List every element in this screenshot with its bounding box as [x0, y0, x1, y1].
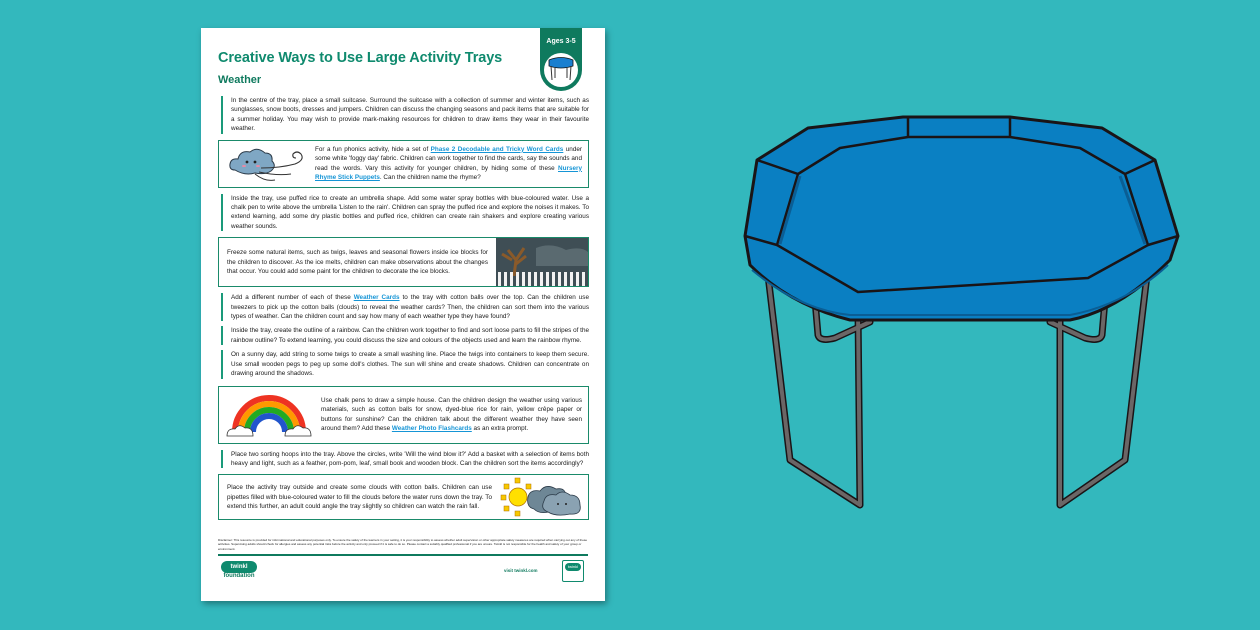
- activity-box-phonics: [218, 140, 589, 188]
- rainbow-illustration: [225, 390, 313, 440]
- footer-divider: [218, 554, 588, 556]
- page-subtitle: Weather: [218, 74, 262, 86]
- activity-paragraph-suitcase: In the centre of the tray, place a small suitcase. Surround the suitcase with a collection of summer and winter items, such as sunglasses, snow boots, dresses and jumpers. Children can discuss the changing seasons and pack items that are suitable for a summer holiday. You may wish to provide mark-making resources for children to draw items they wear in their favourite weather.: [221, 96, 589, 134]
- phonics-text: For a fun phonics activity, hide a set of Phase 2 Decodable and Tricky Word Cards under some white 'foggy day' fabric. Children can work together to find the cards, say the sounds and read the words. Vary this activity for younger children, by hiding some of these Nursery Rhyme Stick Puppets. Can the children name the rhyme?: [315, 145, 582, 182]
- activity-paragraph-washing-line: On a sunny day, add string to some twigs to create a small washing line. Place the twigs into containers to keep them secure. Use small wooden pegs to peg up some doll's clothes. The sun will shine and create shadows. Children can concentrate on drawing around the shadows.: [221, 350, 589, 378]
- weather-cards-link[interactable]: Weather Cards: [353, 294, 400, 302]
- activity-paragraph-sorting-hoops: Place two sorting hoops into the tray. Above the circles, write 'Will the wind blow it?' Add a basket with a selection of items both heavy and light, such as a feather, pom-pom, leaf, small book and wooden block. Can the children sort the items accordingly?: [221, 450, 589, 469]
- activity-box-ice-blocks: [218, 237, 589, 287]
- activity-box-cotton-clouds: [218, 474, 589, 520]
- page-title: Creative Ways to Use Large Activity Trays: [218, 50, 503, 66]
- winter-scene-illustration: [496, 238, 588, 286]
- activity-sheet: [201, 28, 605, 601]
- weather-photo-flashcards-link[interactable]: Weather Photo Flashcards: [391, 424, 472, 432]
- footer-url[interactable]: visit twinkl.com: [504, 568, 538, 573]
- activity-paragraph-weather-cards: Add a different number of each of these Weather Cards to the tray with cotton balls over the top. Can the children use tweezers to pick up the cotton balls (clouds) to reveal the weather cards? Then, the children can sort them into the various types of weather. Can the children count and say how many of each weather type they have found?: [221, 293, 589, 321]
- house-weather-text: Use chalk pens to draw a simple house. Can the children design the weather using various materials, such as cotton balls for snow, dyed-blue rice for rain, yellow crêpe paper or buttons for sunshine? Can the children talk about the different weather they have seen around them? Add these Weather Photo Flashcards as an extra prompt.: [321, 396, 582, 432]
- activity-box-house-weather: [218, 386, 589, 444]
- cotton-clouds-text: Place the activity tray outside and create some clouds with cotton balls. Children can use pipettes filled with blue-coloured water to fill the clouds before the water runs down the tray. To extend this further, an adult could angle the tray slightly so children can watch the rain fall.: [227, 484, 492, 511]
- wind-cloud-illustration: [225, 144, 309, 184]
- ice-blocks-text: Freeze some natural items, such as twigs, leaves and seasonal flowers inside ice blocks for the children to discover. As the ice melts, children can make observations about the changes that occur. You could add some paint for the children to decorate the ice blocks.: [227, 249, 488, 275]
- activity-paragraph-umbrella: Inside the tray, use puffed rice to create an umbrella shape. Add some water spray bottles with blue-coloured water. Use a chalk pen to write above the umbrella 'Listen to the rain'. Children can spray the puffed rice and explore the noises it makes. To extend learning, add some dry plastic bottles and puffed rice, children can create rain shakers and explore creating various weather sounds.: [221, 194, 589, 232]
- activity-tray-illustration: [740, 110, 1180, 520]
- activity-paragraph-rainbow-outline: Inside the tray, create the outline of a rainbow. Can the children work together to find and sort loose parts to fill the stripes of the rainbow outline? To extend learning, you could discuss the size and colours of the objects used and learn the rainbow rhyme.: [221, 326, 589, 345]
- age-badge: [539, 28, 583, 92]
- phonics-cards-link[interactable]: Phase 2 Decodable and Tricky Word Cards: [430, 145, 564, 153]
- twinkl-foundation-logo: twinkl foundation: [221, 561, 257, 585]
- stick-puppets-link[interactable]: Nursery Rhyme Stick Puppets: [315, 164, 582, 182]
- age-badge-label: Ages 3-5: [546, 38, 576, 45]
- disclaimer-text: Disclaimer: This resource is provided for informational and educational purposes only. To ensure the safety of the learners in your setting, it is your responsibility to assess whether adult supervision or other appropriate safety measures are required when carrying out any of these activities. Supervising adults should check for allergies and assess any potential risks before the activity and only proceed if it is safe to do so. Please contact a suitably qualified professional if you are unsure. Twinkl is not responsible for the health and safety of your group or environment.: [218, 538, 588, 551]
- twinkl-quality-logo: twinkl: [562, 560, 584, 582]
- sun-and-cloud-illustration: [500, 477, 582, 517]
